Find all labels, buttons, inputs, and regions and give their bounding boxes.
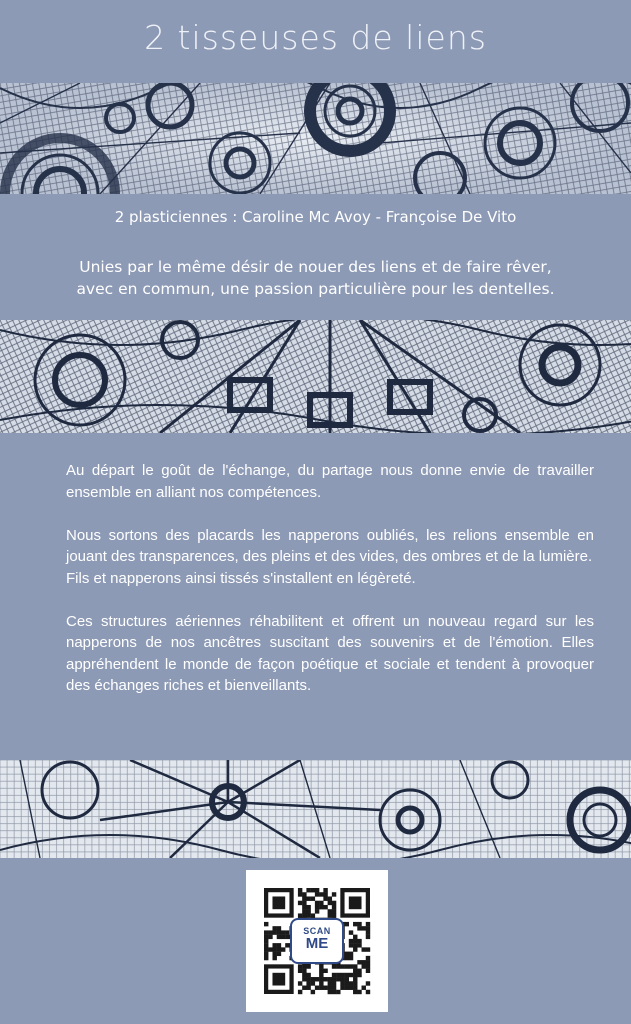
tagline bbox=[40, 256, 591, 300]
tagline-line-2: avec en commun, une passion particulière pour les dentelles. bbox=[76, 280, 555, 298]
lace-band-middle bbox=[0, 320, 631, 433]
tagline-line-1: Unies par le même désir de nouer des liens et de faire rêver, bbox=[79, 258, 552, 276]
paragraph-2: Nous sortons des placards les napperons oubliés, les relions ensemble en jouant des transparences, des pleins et des vides, des ombres et de la lumière. bbox=[66, 526, 594, 565]
lace-band-bottom bbox=[0, 760, 631, 858]
lace-image bbox=[0, 760, 631, 858]
paragraph-4: Ces structures aériennes réhabilitent et offrent un nouveau regard sur les napperons de nos ancêtres suscitant des souvenirs et de l'émotion. Elles appréhendent le monde de façon poétique et sociale et tendent à provoquer des échanges riches et bienveillants. bbox=[66, 612, 594, 694]
lace-image bbox=[0, 83, 631, 194]
scan-label: SCAN bbox=[303, 926, 331, 936]
scan-me-badge bbox=[290, 918, 344, 964]
description bbox=[66, 460, 594, 718]
artists-subtitle: 2 plasticiennes : Caroline Mc Avoy - Françoise De Vito bbox=[114, 208, 517, 226]
me-label: ME bbox=[305, 935, 329, 952]
paragraph-3: Fils et napperons ainsi tissés s'installent en légèreté. bbox=[66, 569, 416, 587]
lace-band-top bbox=[0, 83, 631, 194]
page-title: 2 tisseuses de liens bbox=[144, 18, 487, 57]
lace-image bbox=[0, 320, 631, 433]
qr-code[interactable] bbox=[246, 870, 388, 1012]
paragraph-1: Au départ le goût de l'échange, du partage nous donne envie de travailler ensemble en alliant nos compétences. bbox=[66, 462, 594, 501]
